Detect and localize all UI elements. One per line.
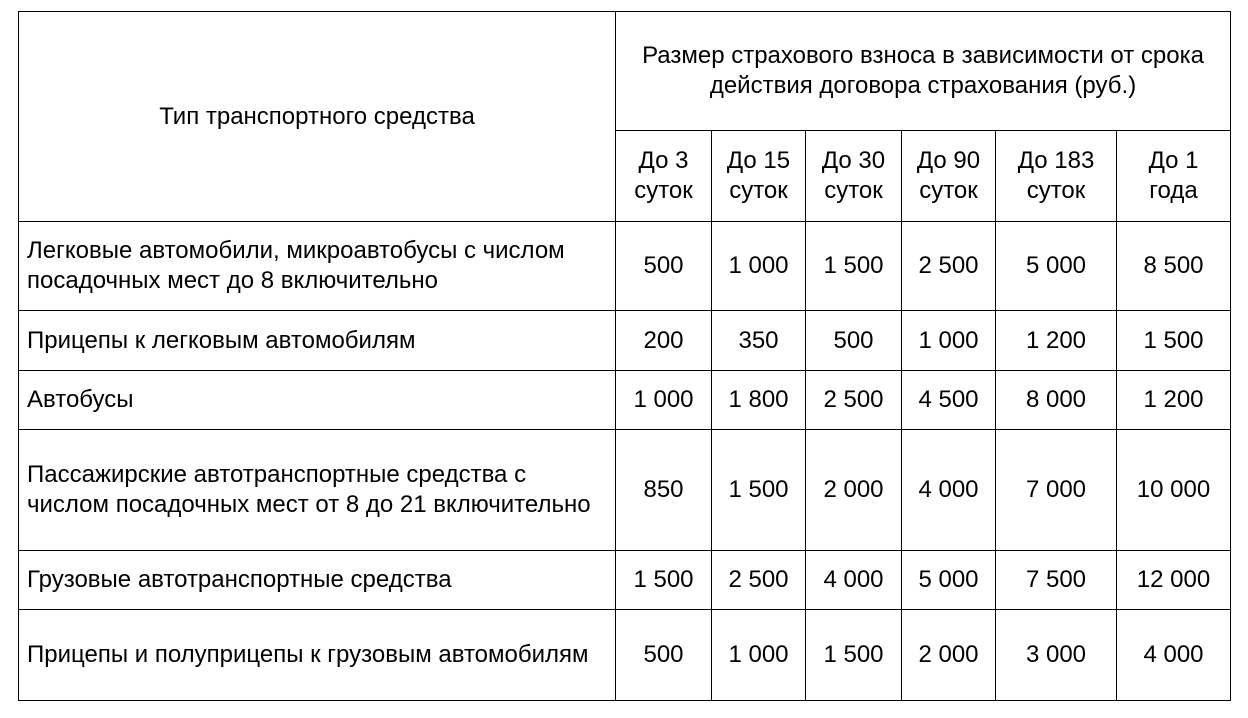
premium-value: 1 000 xyxy=(712,222,806,311)
period-header-15-days: До 15 суток xyxy=(712,131,806,222)
premium-value: 5 000 xyxy=(996,222,1117,311)
vehicle-type-header: Тип транспортного средства xyxy=(19,12,616,222)
premium-value: 1 500 xyxy=(806,610,902,701)
premium-value: 1 800 xyxy=(712,371,806,430)
table-row xyxy=(19,551,1231,610)
period-header-183-days: До 183 суток xyxy=(996,131,1117,222)
table-row xyxy=(19,610,1231,701)
premium-value: 1 000 xyxy=(712,610,806,701)
premium-value: 1 500 xyxy=(1117,311,1231,371)
table-row xyxy=(19,430,1231,551)
premium-value: 2 500 xyxy=(806,371,902,430)
premium-value: 500 xyxy=(806,311,902,371)
premium-value: 1 200 xyxy=(996,311,1117,371)
premium-value: 2 000 xyxy=(902,610,996,701)
premium-size-header: Размер страхового взноса в зависимости от срока действия договора страхования (руб.) xyxy=(616,12,1231,131)
vehicle-type-cell: Легковые автомобили, микроавтобусы с числом посадочных мест до 8 включительно xyxy=(19,222,616,311)
period-header-90-days: До 90 суток xyxy=(902,131,996,222)
period-header-3-days: До 3 суток xyxy=(616,131,712,222)
vehicle-type-cell: Пассажирские автотранспортные средства с числом посадочных мест от 8 до 21 включительно xyxy=(19,430,616,551)
vehicle-type-cell: Прицепы к легковым автомобилям xyxy=(19,311,616,371)
period-header-30-days: До 30 суток xyxy=(806,131,902,222)
premium-value: 7 500 xyxy=(996,551,1117,610)
premium-value: 1 200 xyxy=(1117,371,1231,430)
premium-value: 1 500 xyxy=(806,222,902,311)
period-header-1-year: До 1 года xyxy=(1117,131,1231,222)
premium-value: 3 000 xyxy=(996,610,1117,701)
premium-value: 7 000 xyxy=(996,430,1117,551)
premium-value: 2 000 xyxy=(806,430,902,551)
premium-value: 850 xyxy=(616,430,712,551)
premium-value: 500 xyxy=(616,610,712,701)
insurance-premium-table xyxy=(18,11,1231,701)
header-row-group xyxy=(19,12,1231,131)
premium-value: 12 000 xyxy=(1117,551,1231,610)
premium-value: 500 xyxy=(616,222,712,311)
table-row xyxy=(19,222,1231,311)
table-row xyxy=(19,311,1231,371)
premium-value: 350 xyxy=(712,311,806,371)
premium-value: 4 000 xyxy=(806,551,902,610)
premium-value: 4 500 xyxy=(902,371,996,430)
premium-value: 4 000 xyxy=(902,430,996,551)
table-row xyxy=(19,371,1231,430)
vehicle-type-cell: Грузовые автотранспортные средства xyxy=(19,551,616,610)
vehicle-type-cell: Прицепы и полуприцепы к грузовым автомобилям xyxy=(19,610,616,701)
vehicle-type-cell: Автобусы xyxy=(19,371,616,430)
premium-value: 2 500 xyxy=(902,222,996,311)
premium-value: 1 000 xyxy=(902,311,996,371)
premium-value: 200 xyxy=(616,311,712,371)
premium-value: 5 000 xyxy=(902,551,996,610)
premium-value: 1 500 xyxy=(616,551,712,610)
premium-value: 1 000 xyxy=(616,371,712,430)
premium-value: 4 000 xyxy=(1117,610,1231,701)
premium-value: 10 000 xyxy=(1117,430,1231,551)
premium-value: 2 500 xyxy=(712,551,806,610)
premium-value: 8 000 xyxy=(996,371,1117,430)
premium-value: 8 500 xyxy=(1117,222,1231,311)
premium-value: 1 500 xyxy=(712,430,806,551)
